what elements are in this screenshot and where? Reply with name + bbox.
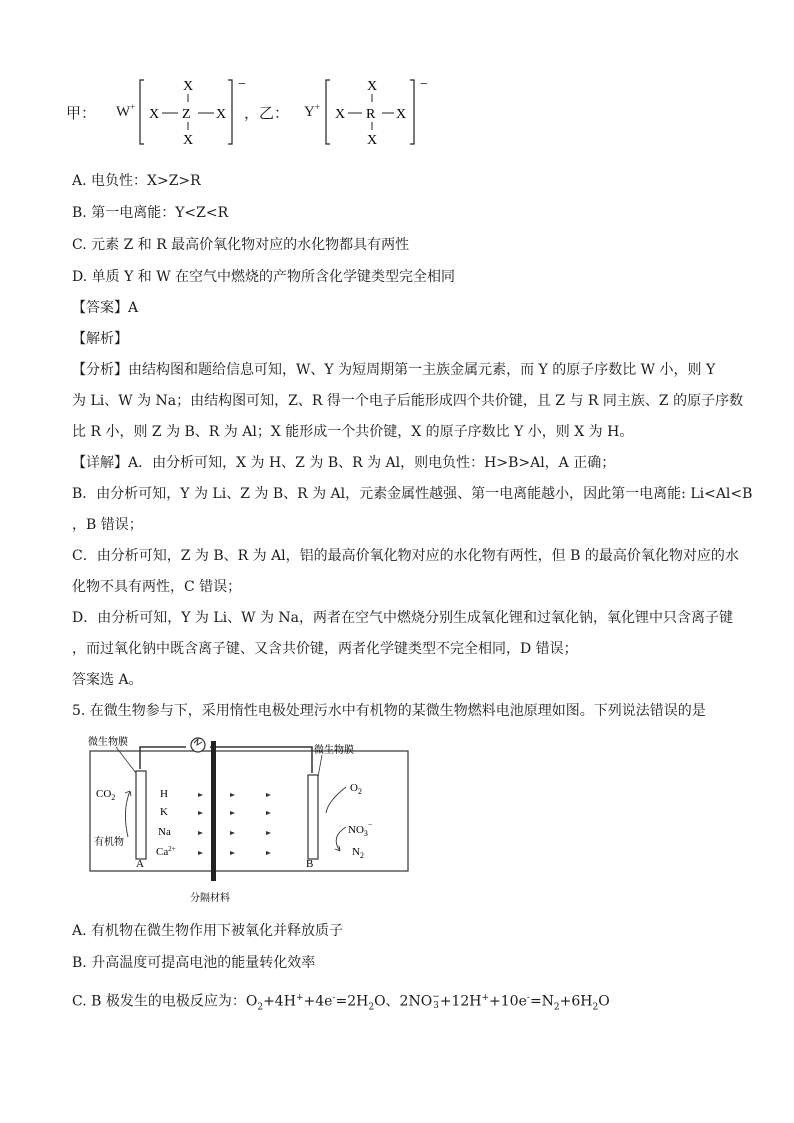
separator-membrane xyxy=(211,741,216,881)
electrode-b xyxy=(308,775,318,859)
yi-r: R xyxy=(366,107,376,122)
electrode-a xyxy=(136,771,146,859)
q5-option-a: A. 有机物在微生物作用下被氧化并释放质子 xyxy=(72,923,344,939)
yi-x-left: X xyxy=(335,107,346,122)
jia-x-top: X xyxy=(183,79,194,94)
jia-x-left: X xyxy=(149,107,160,122)
answer-label: 【答案】A xyxy=(72,300,139,316)
electrode-b-label: B xyxy=(306,858,314,870)
separator-label: 分隔材料 xyxy=(190,893,230,904)
option-c: C. 元素 Z 和 R 最高价氧化物对应的水化物都具有两性 xyxy=(72,237,410,253)
yi-bracket xyxy=(324,76,434,148)
o2-arrow xyxy=(326,787,346,813)
question-5-stem: 5. 在微生物参与下，采用惰性电极处理污水中有机物的某微生物燃料电池原理如图。下列说法错误的是 xyxy=(72,703,706,719)
biofilm-right-label: 微生物膜 xyxy=(314,745,354,756)
option-d: D. 单质 Y 和 W 在空气中燃烧的产物所含化学键类型完全相同 xyxy=(72,269,456,285)
ion-ca: $Ca^{2+}$ xyxy=(156,845,176,858)
fuel-cell-diagram xyxy=(78,733,418,908)
w-cation: W+ xyxy=(116,102,136,120)
ion-na: Na xyxy=(158,826,171,838)
yi-x-bottom: X xyxy=(367,133,378,148)
structure-jia-label: 甲： xyxy=(66,106,97,122)
structure-jia xyxy=(112,72,246,150)
jia-charge: − xyxy=(238,77,246,92)
co2-label: $CO_2$ xyxy=(96,788,116,802)
analysis-line-2: 为 Li、W 为 Na；由结构图可知，Z、R 得一个电子后能形成四个共价键，且 Z 与 R 同主族、Z 的原子序数 xyxy=(72,393,744,409)
detail-line-7: ，而过氧化钠中既含离子键、又含共价键，两者化学键类型不完全相同，D 错误； xyxy=(72,641,578,657)
analysis-line-1: 【分析】由结构图和题给信息可知，W、Y 为短周期第一主族金属元素，而 Y 的原子序数比 W 小，则 Y xyxy=(72,362,716,378)
left-arrow xyxy=(125,791,130,837)
jia-z: Z xyxy=(182,107,191,122)
q5-option-c: C. B 极发生的电极反应为：$O_2+4H^++4e^-=2H_2O$、2NO − 3 $+12H^++10e^-=N_2+6H_2O$ xyxy=(72,991,610,1013)
no3-label: $NO_3^-$ xyxy=(348,820,373,838)
detail-line-6: D．由分析可知，Y 为 Li、W 为 Na，两者在空气中燃烧分别生成氧化锂和过氧化钠，氧化锂中只含离子键 xyxy=(72,610,734,626)
detail-line-5: 化物不具有两性，C 错误； xyxy=(72,579,242,595)
jia-bracket xyxy=(138,76,248,148)
jia-x-bottom: X xyxy=(183,133,194,148)
n2-label: $N_2$ xyxy=(352,846,364,860)
q5-option-b: B. 升高温度可提高电池的能量转化效率 xyxy=(72,955,316,971)
structure-yi-label: ，乙： xyxy=(244,106,290,122)
ion-flow-arrows xyxy=(198,793,271,855)
option-a: A. 电负性：X>Z>R xyxy=(72,173,201,189)
detail-line-8: 答案选 A。 xyxy=(72,672,143,688)
biofilm-left-label: 微生物膜 xyxy=(88,737,128,748)
y-cation: Y+ xyxy=(304,102,320,120)
option-b: B. 第一电离能：Y<Z<R xyxy=(72,205,229,221)
ion-k: K xyxy=(160,806,168,818)
o2-label: $O_2$ xyxy=(350,782,362,796)
bulb-icon xyxy=(191,738,205,752)
no3-arrow xyxy=(336,827,346,851)
detail-line-3: ，B 错误； xyxy=(72,517,143,533)
analysis-line-3: 比 R 小，则 Z 为 B、R 为 Al；X 能形成一个共价键，X 的原子序数比 Y 小，则 X 为 H。 xyxy=(72,424,634,440)
yi-x-top: X xyxy=(367,79,378,94)
ion-h: H xyxy=(160,788,168,800)
detail-line-2: B．由分析可知，Y 为 Li、Z 为 B、R 为 Al，元素金属性越强、第一电离能越小，因此第一电离能: Li<Al<B xyxy=(72,486,753,502)
analysis-label: 【解析】 xyxy=(72,331,128,347)
organic-label: 有机物 xyxy=(94,837,124,848)
electrode-a-label: A xyxy=(136,858,144,870)
yi-x-right: X xyxy=(396,107,407,122)
yi-charge: − xyxy=(420,77,428,92)
jia-x-right: X xyxy=(216,107,227,122)
detail-line-4: C．由分析可知，Z 为 B、R 为 Al，铝的最高价氧化物对应的水化物有两性，但 B 的最高价氧化物对应的水 xyxy=(72,548,739,564)
structure-yi xyxy=(302,72,432,150)
detail-line-1: 【详解】A．由分析可知，X 为 H、Z 为 B、R 为 Al，则电负性：H>B>Al，A 正确； xyxy=(72,455,616,471)
